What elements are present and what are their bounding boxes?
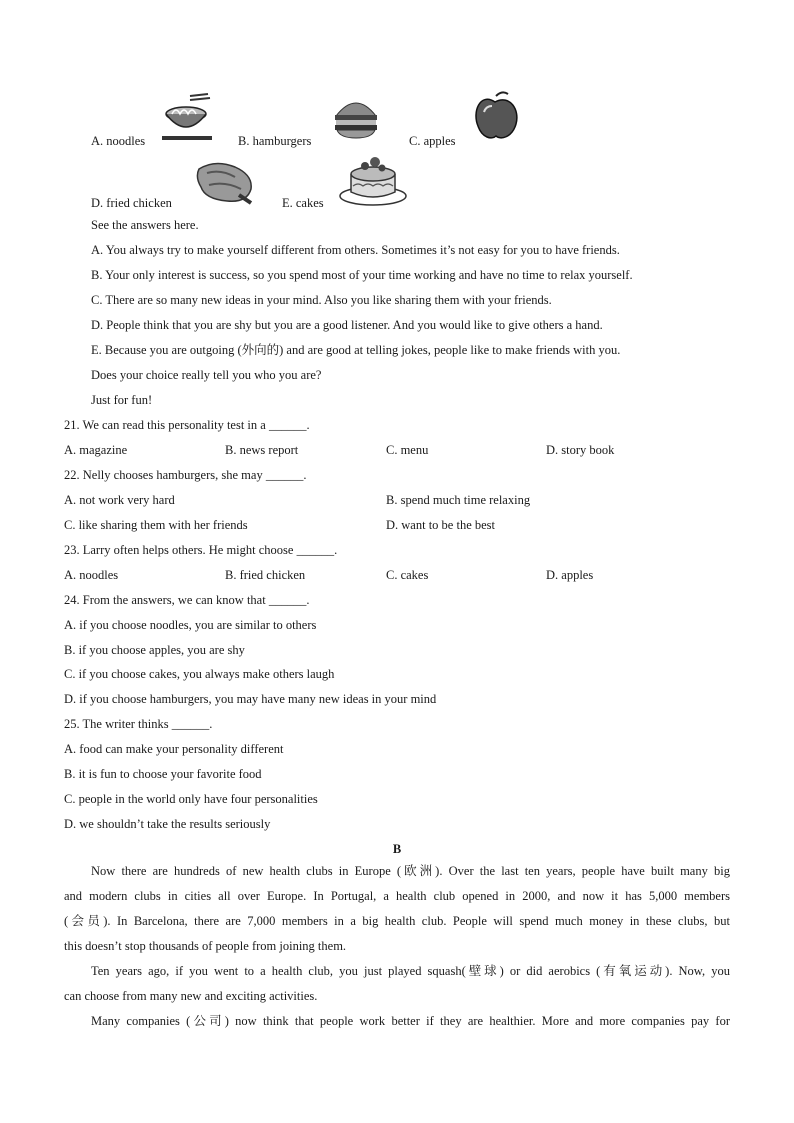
answer-b: B. Your only interest is success, so you spend most of your time working and have no time to relax yourself. (91, 268, 633, 282)
option-d-label: D. fried chicken (91, 196, 172, 210)
question-24-option-c: C. if you choose cakes, you always make others laugh (64, 667, 335, 681)
question-22-option-b: B. spend much time relaxing (386, 493, 531, 507)
question-23-stem: 23. Larry often helps others. He might choose ______. (64, 543, 338, 557)
answer-c: C. There are so many new ideas in your mind. Also you like sharing them with your friends. (91, 293, 552, 307)
p1-line-2: and modern clubs in cities all over Europe. In Portugal, a health club opened in 2000, and now it has 5,000 members (64, 889, 730, 903)
question-21-option-a: A. magazine (64, 443, 128, 457)
section-b-paragraph-2 (64, 959, 730, 1009)
question-22-option-a: A. not work very hard (64, 493, 175, 507)
question-23-option-a: A. noodles (64, 568, 119, 582)
option-a-label: A. noodles (91, 134, 146, 148)
question-23-option-c: C. cakes (386, 568, 429, 582)
question-22-stem: 22. Nelly chooses hamburgers, she may ______. (64, 468, 307, 482)
p2-line-1: Ten years ago, if you went to a health club, you just played squash(壁球) or did aerobics (有氧运动). Now, you (91, 964, 730, 978)
option-c-label: C. apples (409, 134, 456, 148)
question-25-option-a: A. food can make your personality different (64, 742, 284, 756)
question-25-option-c: C. people in the world only have four personalities (64, 792, 318, 806)
answers-intro: See the answers here. (91, 218, 199, 232)
question-24-stem: 24. From the answers, we can know that ______. (64, 593, 310, 607)
question-23-option-d: D. apples (546, 568, 594, 582)
question-25-option-d: D. we shouldn’t take the results seriously (64, 817, 271, 831)
section-b-paragraph-1 (64, 859, 730, 959)
answer-e: E. Because you are outgoing (外向的) and are good at telling jokes, people like to make friends with you. (91, 343, 621, 357)
cake-icon (337, 150, 409, 208)
closing-question: Does your choice really tell you who you are? (91, 368, 322, 382)
question-21-option-b: B. news report (225, 443, 299, 457)
p1-line-1: Now there are hundreds of new health clubs in Europe (欧洲). Over the last ten years, people have built many big (91, 864, 730, 878)
p1-line-3: (会员). In Barcelona, there are 7,000 members in a big health club. People will spend much money in these clubs, but (64, 914, 730, 928)
hamburger-icon (332, 94, 380, 140)
option-b-label: B. hamburgers (238, 134, 312, 148)
section-b-paragraph-3 (64, 1009, 730, 1034)
question-21-stem: 21. We can read this personality test in a ______. (64, 418, 310, 432)
question-25-option-b: B. it is fun to choose your favorite food (64, 767, 262, 781)
answer-d: D. People think that you are shy but you are a good listener. And you would like to give others a hand. (91, 318, 603, 332)
noodles-icon (160, 92, 214, 144)
p3-line-1: Many companies (公司) now think that people work better if they are healthier. More and more companies pay for (91, 1014, 730, 1028)
question-24-option-a: A. if you choose noodles, you are similar to others (64, 618, 317, 632)
question-21-option-d: D. story book (546, 443, 615, 457)
fried-chicken-icon (195, 157, 257, 205)
question-24-option-d: D. if you choose hamburgers, you may have many new ideas in your mind (64, 692, 437, 706)
closing-note: Just for fun! (91, 393, 153, 407)
p2-line-2: can choose from many new and exciting activities. (64, 989, 318, 1003)
answer-a: A. You always try to make yourself different from others. Sometimes it’s not easy for you to have friends. (91, 243, 620, 257)
question-22-option-c: C. like sharing them with her friends (64, 518, 248, 532)
question-23-option-b: B. fried chicken (225, 568, 306, 582)
option-e-label: E. cakes (282, 196, 324, 210)
apple-icon (470, 90, 520, 142)
question-22-option-d: D. want to be the best (386, 518, 496, 532)
question-21-option-c: C. menu (386, 443, 429, 457)
section-b-heading: B (392, 842, 402, 856)
question-25-stem: 25. The writer thinks ______. (64, 717, 213, 731)
question-24-option-b: B. if you choose apples, you are shy (64, 643, 245, 657)
p1-line-4: this doesn’t stop thousands of people from joining them. (64, 939, 347, 953)
